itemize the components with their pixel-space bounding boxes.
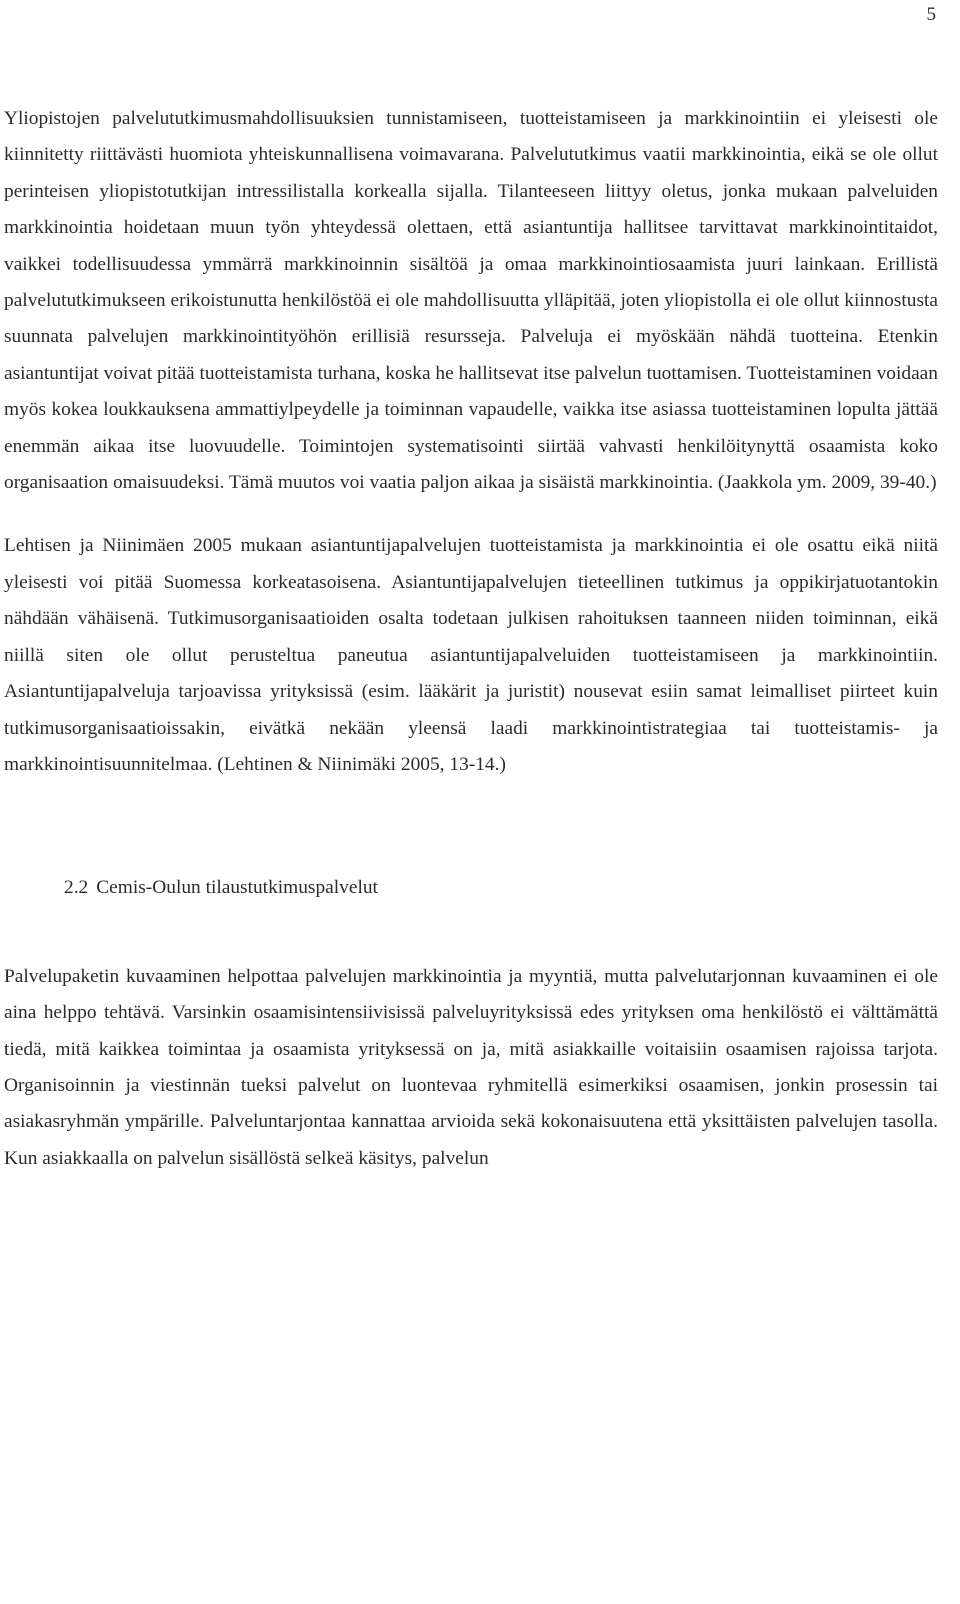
page-content [4,101,938,1177]
section-title: Cemis-Oulun tilaustutkimuspalvelut [96,877,378,899]
section-number: 2.2 [64,877,89,899]
paragraph-1: Yliopistojen palvelututkimusmahdollisuuksien tunnistamiseen, tuotteistamiseen ja markkinointiin ei yleisesti ole kiinnitetty riittävästi huomiota yhteiskunnallisena voimavarana. Palvelututkimus vaatii markkinointia, eikä se ole ollut perinteisen yliopistotutkijan intressilistalla korkealla sijalla. Tilanteeseen liittyy oletus, jonka mukaan palveluiden markkinointia hoidetaan muun työn yhteydessä olettaen, että asiantuntija hallitsee tarvittavat markkinointitaidot, vaikkei todellisuudessa ymmärrä markkinoinnin sisältöä ja omaa markkinointiosaamista juuri lainkaan. Erillistä palvelututkimukseen erikoistunutta henkilöstöä ei ole mahdollisuutta ylläpitää, joten yliopistolla ei ole ollut kiinnostusta suunnata palvelujen markkinointityöhön erillisiä resursseja. Palveluja ei myöskään nähdä tuotteina. Etenkin asiantuntijat voivat pitää tuotteistamista turhana, koska he hallitsevat itse palvelun tuottamisen. Tuotteistaminen voidaan myös kokea loukkauksena ammattiylpeydelle ja toiminnan vapaudelle, vaikka itse asiassa tuotteistaminen lopulta jättää enemmän aikaa itse luovuudelle. Toimintojen systematisointi siirtää vahvasti henkilöitynyttä osaamista koko organisaation omaisuudeksi. Tämä muutos voi vaatia paljon aikaa ja sisäistä markkinointia. (Jaakkola ym. 2009, 39-40.) [4,108,938,494]
section-heading [64,870,938,906]
paragraph-2: Lehtisen ja Niinimäen 2005 mukaan asiantuntijapalvelujen tuotteistamista ja markkinointia ei ole osattu eikä niitä yleisesti voi pitää Suomessa korkeatasoisena. Asiantuntijapalvelujen tieteellinen tutkimus ja oppikirjatuotantokin nähdään vähäisenä. Tutkimusorganisaatioiden osalta todetaan julkisen rahoituksen taanneen niiden toiminnan, eikä niillä siten ole ollut perusteltua paneutua asiantuntijapalveluiden tuotteistamiseen ja markkinointiin. Asiantuntijapalveluja tarjoavissa yrityksissä (esim. lääkärit ja juristit) nousevat esiin samat leimalliset piirteet kuin tutkimusorganisaatioissakin, eivätkä nekään yleensä laadi markkinointistrategiaa tai tuotteistamis- ja markkinointisuunnitelmaa. (Lehtinen & Niinimäki 2005, 13-14.) [4,535,938,775]
page-number: 5 [926,4,936,25]
paragraph-3: Palvelupaketin kuvaaminen helpottaa palvelujen markkinointia ja myyntiä, mutta palvelutarjonnan kuvaaminen ei ole aina helppo tehtävä. Varsinkin osaamisintensiivisissä palveluyrityksissä edes yrityksen oma henkilöstö ei välttämättä tiedä, mitä kaikkea toimintaa ja osaamista yrityksessä on ja, mitä asiakkaille voitaisiin osaamisen rajoissa tarjota. Organisoinnin ja viestinnän tueksi palvelut on luontevaa ryhmitellä esimerkiksi osaamisen, jonkin prosessin tai asiakasryhmän ympärille. Palveluntarjontaa kannattaa arvioida sekä kokonaisuutena että yksittäisten palvelujen tasolla. Kun asiakkaalla on palvelun sisällöstä selkeä käsitys, palvelun [4,965,938,1169]
